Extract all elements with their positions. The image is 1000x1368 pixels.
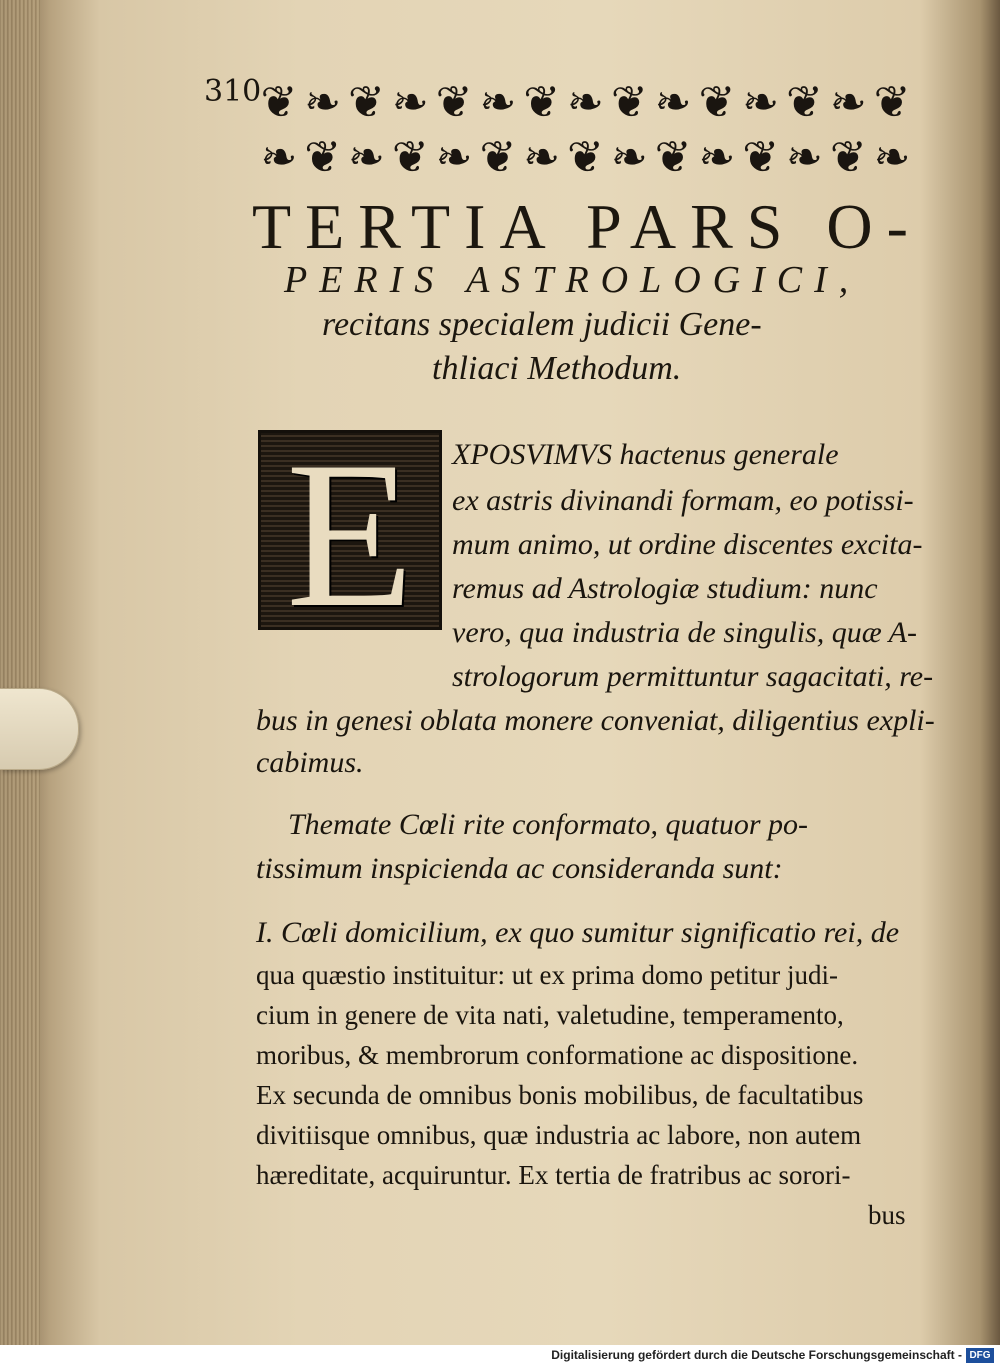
catchword: bus bbox=[868, 1200, 906, 1230]
ornament-glyph: ❧ bbox=[567, 77, 604, 128]
title-line-2: PERIS ASTROLOGICI, bbox=[284, 259, 861, 301]
ornament-glyph: ❧ bbox=[610, 132, 648, 183]
decorated-initial bbox=[258, 430, 442, 630]
ornament-glyph: ❦ bbox=[479, 132, 517, 183]
item-line: hæreditate, acquiruntur. Ex tertia de fratribus ac sorori- bbox=[256, 1160, 851, 1190]
ornament-glyph: ❦ bbox=[391, 132, 429, 183]
ornament-glyph: ❧ bbox=[698, 132, 736, 183]
ornament-glyph: ❦ bbox=[567, 132, 604, 183]
intro-line: XPOSVIMVS hactenus generale bbox=[452, 438, 839, 471]
ornament-glyph: ❧ bbox=[654, 77, 692, 128]
item-line: divitiisque omnibus, quæ industria ac labore, non autem bbox=[256, 1120, 862, 1150]
ornament-glyph: ❦ bbox=[873, 77, 911, 128]
ornament-glyph: ❦ bbox=[304, 132, 342, 183]
item-line: Ex secunda de omnibus bonis mobilibus, de facultatibus bbox=[256, 1080, 864, 1110]
ornament-glyph: ❦ bbox=[786, 77, 823, 128]
item-line: qua quæstio instituitur: ut ex prima domo petitur judi- bbox=[256, 960, 838, 990]
page-number: 310 bbox=[204, 74, 262, 109]
dfg-logo: DFG bbox=[966, 1348, 994, 1363]
ornament-glyph: ❧ bbox=[348, 132, 385, 183]
ornament-glyph: ❦ bbox=[829, 132, 867, 183]
ornament-glyph: ❧ bbox=[523, 132, 561, 183]
item-line: cium in genere de vita nati, valetudine, temperamento, bbox=[256, 1000, 844, 1030]
thema-line: tissimum inspicienda ac consideranda sunt: bbox=[256, 852, 783, 885]
intro-line: vero, qua industria de singulis, quæ A- bbox=[452, 616, 917, 649]
intro-line: remus ad Astrologiæ studium: nunc bbox=[452, 572, 878, 605]
intro-line: mum animo, ut ordine discentes excita- bbox=[452, 528, 923, 561]
ornament-glyph: ❧ bbox=[829, 77, 867, 128]
item-line: moribus, & membrorum conformatione ac dispositione. bbox=[256, 1040, 859, 1070]
ornament-glyph: ❦ bbox=[698, 77, 736, 128]
ornament-glyph: ❧ bbox=[260, 132, 298, 183]
ornament-glyph: ❦ bbox=[435, 77, 473, 128]
ornament-glyph: ❦ bbox=[610, 77, 648, 128]
footer-credit: Digitalisierung gefördert durch die Deutsche Forschungsgemeinschaft - bbox=[551, 1348, 962, 1362]
intro-line: bus in genesi oblata monere conveniat, diligentius expli- bbox=[256, 704, 935, 737]
ornament-band bbox=[258, 78, 913, 184]
ornament-glyph: ❧ bbox=[742, 77, 780, 128]
ornament-glyph: ❧ bbox=[435, 132, 473, 183]
ornament-glyph: ❧ bbox=[479, 77, 517, 128]
title-line-3: recitans specialem judicii Gene- bbox=[322, 306, 762, 343]
ornament-glyph: ❧ bbox=[391, 77, 429, 128]
intro-line: ex astris divinandi formam, eo potissi- bbox=[452, 484, 914, 517]
footer-bar bbox=[0, 1345, 1000, 1368]
title-line-1: TERTIA PARS O- bbox=[252, 191, 922, 262]
ornament-glyph: ❦ bbox=[654, 132, 692, 183]
initial-letter: E bbox=[285, 430, 415, 630]
ornament-glyph: ❧ bbox=[873, 132, 911, 183]
ornament-glyph: ❧ bbox=[304, 77, 342, 128]
bookmark-tab bbox=[0, 688, 79, 770]
ornament-glyph: ❦ bbox=[523, 77, 561, 128]
page-edges bbox=[0, 0, 40, 1345]
thema-line: Themate Cœli rite conformato, quatuor po- bbox=[288, 808, 808, 841]
title-line-4: thliaci Methodum. bbox=[432, 350, 682, 387]
ornament-glyph: ❦ bbox=[260, 77, 298, 128]
ornament-glyph: ❦ bbox=[742, 132, 780, 183]
ornament-glyph: ❦ bbox=[348, 77, 385, 128]
intro-line: strologorum permittuntur sagacitati, re- bbox=[452, 660, 934, 693]
intro-line: cabimus. bbox=[256, 746, 364, 779]
ornament-glyph: ❧ bbox=[786, 132, 823, 183]
item-line: I. Cœli domicilium, ex quo sumitur significatio rei, de bbox=[256, 916, 900, 949]
